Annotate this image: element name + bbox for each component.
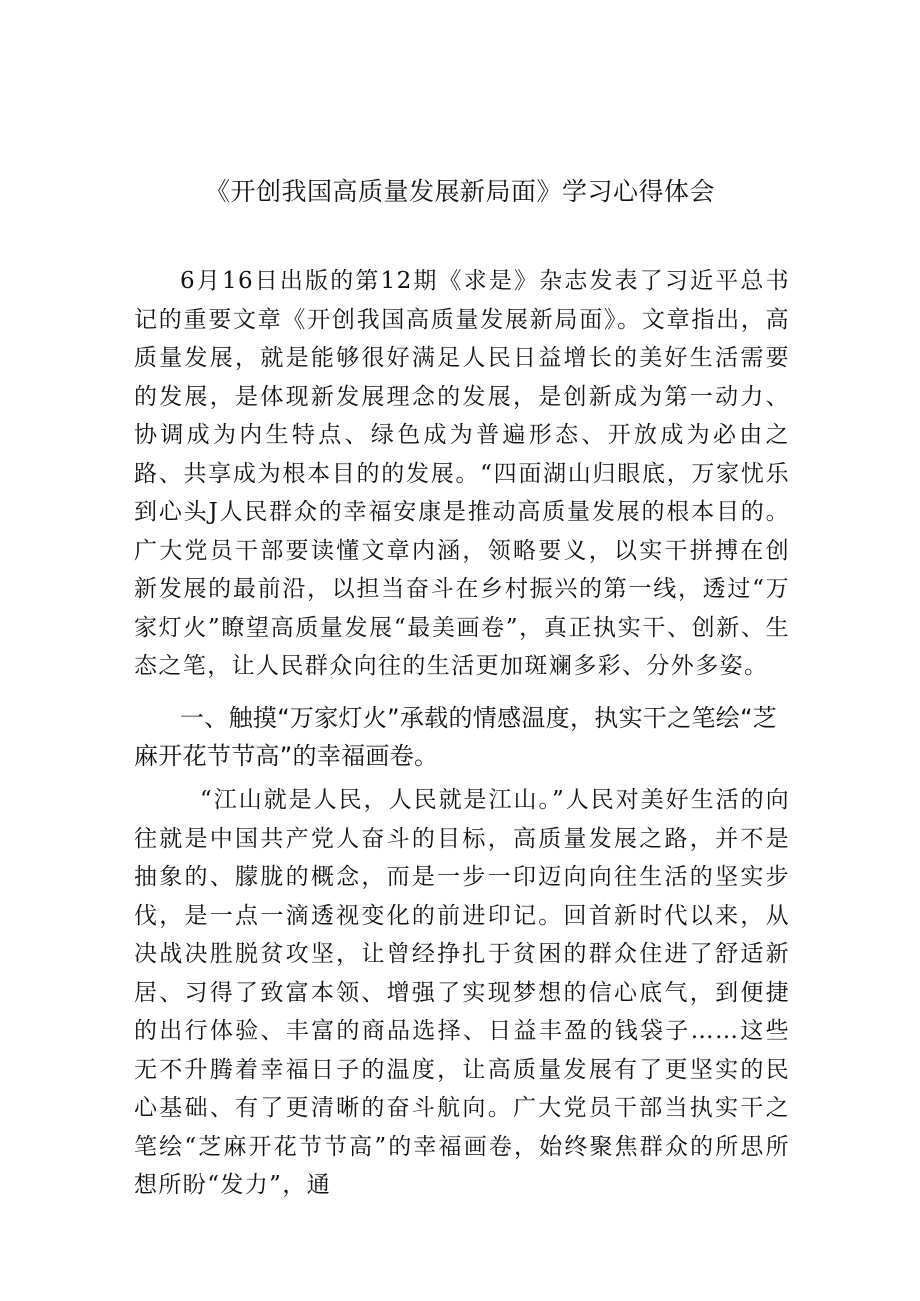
section-paragraph: “江山就是人民，人民就是江山。”人民对美好生活的向往就是中国共产党人奋斗的目标，高质量发展之路，并不是抽象的、朦胧的概念，而是一步一印迈向向往生活的坚实步伐，是一点一滴透视变化的前进印记。回首新时代以来，从决战决胜脱贫攻坚，让曾经挣扎于贫困的群众住进了舒适新居、习得了致富本领、增强了实现梦想的信心底气，到便捷的出行体验、丰富的商品选择、日益丰盈的钱袋子……这些无不升腾着幸福日子的温度，让高质量发展有了更坚实的民心基础、有了更清晰的奋斗航向。广大党员干部当执实干之笔绘“芝麻开花节节高”的幸福画卷，始终聚焦群众的所思所想所盼“发力”，通: [134, 787, 790, 1198]
intro-paragraph: 6月16日出版的第12期《求是》杂志发表了习近平总书记的重要文章《开创我国高质量发展新局面》。文章指出，高质量发展，就是能够很好满足人民日益增长的美好生活需要的发展，是体现新发展理念的发展，是创新成为第一动力、协调成为内生特点、绿色成为普遍形态、开放成为必由之路、共享成为根本目的的发展。“四面湖山归眼底，万家忧乐到心头J人民群众的幸福安康是推动高质量发展的根本目的。广大党员干部要读懂文章内涵，领略要义，以实干拼搏在创新发展的最前沿，以担当奋斗在乡村振兴的第一线，透过“万家灯火”瞭望高质量发展“最美画卷”，真正执实干、创新、生态之笔，让人民群众向往的生活更加斑斓多彩、分外多姿。: [134, 268, 790, 679]
section-heading: 一、触摸“万家灯火”承载的情感温度，执实干之笔绘“芝麻开花节节高”的幸福画卷。: [134, 704, 778, 770]
document-title: 《开创我国高质量发展新局面》学习心得体会: [204, 177, 715, 206]
